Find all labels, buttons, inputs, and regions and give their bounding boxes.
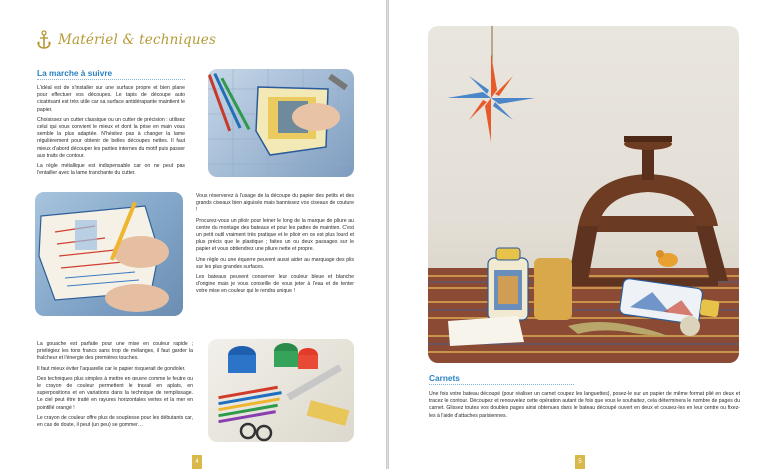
paragraph: L'idéal est de s'installer sur une surface propre et bien plane pour effectuer vos découpes. Le tapis de découpe auto cicatrisant est très utile car sa surface antidérapante maintient le papier.: [37, 85, 185, 113]
heading-divider: [429, 384, 574, 385]
chapter-header: [36, 30, 216, 50]
anchor-icon: [36, 30, 52, 50]
page-number: 4: [192, 455, 202, 469]
page-number: 5: [575, 455, 585, 469]
paragraph: Une règle ou une équerre peuvent aussi aider au marquage des plis sur les plus grandes surfaces.: [196, 256, 354, 270]
photo-press-and-boats: [428, 26, 739, 363]
paragraph: Une fois votre bateau découpé (pour réaliser un carnet coupez les languettes), posez-le sur un papier de même format plié en deux et tracez le contour. Découpez et renouvelez cette opération autant de fois que vous le souhaitez, cela déterminera le nombre de pages du carnet. Glissez toutes vos doubles pages ainsi obtenues dans le bateau découpé ouvert en deux et cousez-les en leur centre ou fixez-les à l'aide d'attaches parisiennes.: [429, 391, 740, 419]
paragraph: Vous réserverez à l'usage de la découpe du papier des petits et des grands ciseaux bien aiguisés mais bannissez vos ciseaux de couture !: [196, 193, 354, 214]
photo-coloring-pencil: [35, 192, 183, 316]
paragraph: Le crayon de couleur offre plus de souplesse pour les débutants car, en cas de doute, il peut (un peu) se gommer…: [37, 414, 193, 429]
paragraph: Des techniques plus simples à mettre en œuvre comme le feutre ou le crayon de couleur permettent le travail en aplats, en superpositions et en variations dans la technique de remplissage. Le ciel peut être traité en rayures horizontales vertes et la mer en pointillé orangé !: [37, 375, 193, 411]
photo-tools: [208, 339, 354, 442]
right-page: [389, 0, 775, 469]
left-page: [0, 0, 386, 469]
section-heading: La marche à suivre: [37, 68, 113, 78]
text-block-3: [37, 341, 193, 432]
paragraph: Procurez-vous un plioir pour leiner le long de la marque de pliure au centre du montage des bateaux et pour les pattes de maintien. C'est un petit outil vraiment très pratique et le plioir en os est plus lourd et plus précis que le plastique ; faites un ou deux passages sur le papier et vous obtiendrez une pliure nette et propre.: [196, 217, 354, 253]
paragraph: Les bateaux peuvent conserver leur couleur bleue et blanche d'origine mais je vous conseille de vous jeter à l'eau et de tenter votre mise en couleur qui le rendra unique !: [196, 274, 354, 295]
paragraph: La règle métallique est indispensable car on ne peut pas l'entailler avec la lame tranchante du cutter.: [37, 163, 185, 177]
photo-cutting-mat: [208, 69, 354, 177]
text-block-2: [196, 193, 354, 299]
text-block-carnets: [429, 391, 740, 423]
section-heading-carnets: Carnets: [429, 373, 460, 383]
chapter-title: Matériel & techniques: [58, 32, 217, 48]
paragraph: La gouache est parfaite pour une mise en couleur rapide ; privilégiez les tons francs sans trop de mélanges, il faut garder la fraîcheur et l'énergie des premières touches.: [37, 341, 193, 362]
paragraph: Choisissez un cutter classique ou un cutter de précision : utilisez celui qui vous convient le mieux et dont la prise en main vous semble la plus adaptée. N'hésitez pas à changer la lame régulièrement pour obtenir de belles découpes nettes. Il faut mieux d'abord découper les parties internes du motif puis passer aux traits de contour.: [37, 116, 185, 159]
heading-divider: [37, 79, 185, 80]
paragraph: Il faut mieux éviter l'aquarelle car le papier risquerait de gondoler.: [37, 365, 186, 372]
text-block-1: [37, 85, 185, 180]
